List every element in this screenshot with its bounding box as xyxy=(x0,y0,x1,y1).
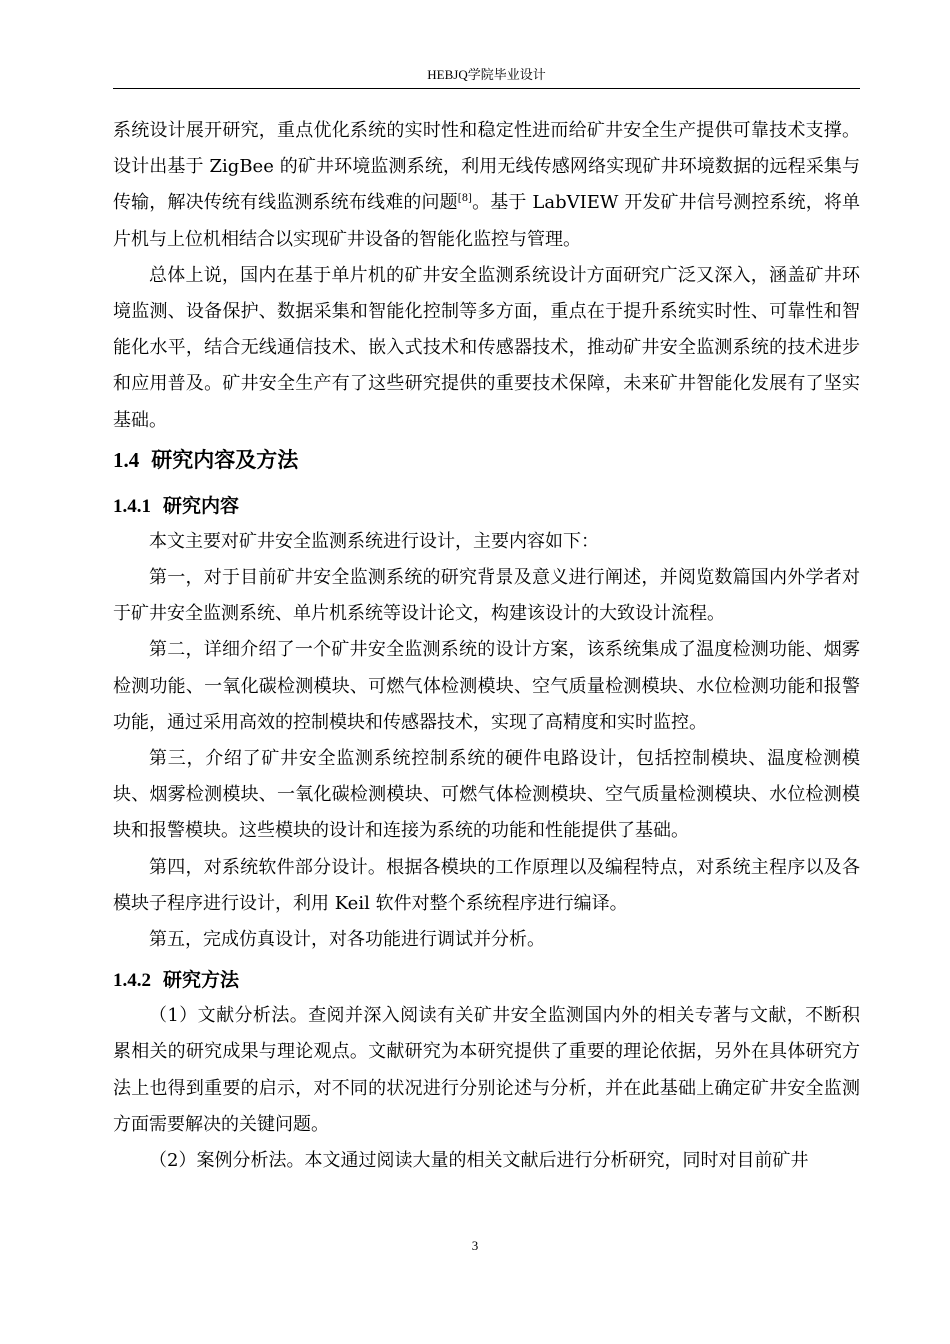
paragraph-text-tail: 。基于 LabVIEW 开发矿井信号测控系统，将单片机与上位机相结合以实现矿井设备的智能化监控与管理。 xyxy=(113,192,861,250)
paragraph-item-4: 第四，对系统软件部分设计。根据各模块的工作原理以及编程特点，对系统主程序以及各模块子程序进行设计，利用 Keil 软件对整个系统程序进行编译。 xyxy=(113,856,860,914)
page-header xyxy=(113,60,860,89)
section-heading-1-4-2 xyxy=(113,962,860,998)
citation-marker: [8] xyxy=(457,193,472,205)
paragraph-continued xyxy=(113,113,860,258)
section-heading-1-4 xyxy=(113,441,860,479)
paragraph-item-2: 第二，详细介绍了一个矿井安全监测系统的设计方案，该系统集成了温度检测功能、烟雾检测功能、一氧化碳检测模块、可燃气体检测模块、空气质量检测模块、水位检测功能和报警功能，通过采用高效的控制模块和传感器技术，实现了高精度和实时监控。 xyxy=(113,639,860,733)
section-number: 1.4 xyxy=(113,447,140,472)
section-number: 1.4.2 xyxy=(113,970,151,992)
paragraph-item-1: 第一，对于目前矿井安全监测系统的研究背景及意义进行阐述，并阅览数篇国内外学者对于矿井安全监测系统、单片机系统等设计论文，构建该设计的大致设计流程。 xyxy=(113,567,860,625)
section-title: 研究内容及方法 xyxy=(151,447,299,472)
paragraph-item-5: 第五，完成仿真设计，对各功能进行调试并分析。 xyxy=(149,929,545,951)
section-title: 研究方法 xyxy=(163,969,240,992)
header-title: HEBJQ学院毕业设计 xyxy=(427,67,546,82)
paragraph-item-3: 第三，介绍了矿井安全监测系统控制系统的硬件电路设计，包括控制模块、温度检测模块、烟雾检测模块、一氧化碳检测模块、可燃气体检测模块、空气质量检测模块、水位检测模块和报警模块。这些模块的设计和连接为系统的功能和性能提供了基础。 xyxy=(113,748,860,842)
section-heading-1-4-1 xyxy=(113,488,860,524)
paragraph-summary: 总体上说，国内在基于单片机的矿井安全监测系统设计方面研究广泛又深入，涵盖矿井环境监测、设备保护、数据采集和智能化控制等多方面，重点在于提升系统实时性、可靠性和智能化水平，结合无线通信技术、嵌入式技术和传感器技术，推动矿井安全监测系统的技术进步和应用普及。矿井安全生产有了这些研究提供的重要技术保障，未来矿井智能化发展有了坚实基础。 xyxy=(113,264,860,431)
page-body xyxy=(113,113,860,1179)
section-title: 研究内容 xyxy=(163,494,240,517)
page-number: 3 xyxy=(471,1238,479,1253)
paragraph-method-2: （2）案例分析法。本文通过阅读大量的相关文献后进行分析研究，同时对目前矿井 xyxy=(149,1150,809,1172)
paragraph-method-1: （1）文献分析法。查阅并深入阅读有关矿井安全监测国内外的相关专著与文献，不断积累相关的研究成果与理论观点。文献研究为本研究提供了重要的理论依据，另外在具体研究方法上也得到重要的启示，对不同的状况进行分别论述与分析，并在此基础上确定矿井安全监测方面需要解决的关键问题。 xyxy=(113,1005,860,1135)
paragraph-text: 系统设计展开研究，重点优化系统的实时性和稳定性进而给矿井安全生产提供可靠技术支撑。设计出基于 ZigBee 的矿井环境监测系统，利用无线传感网络实现矿井环境数据的远程采集与传输，解决传统有线监测系统布线难的问题 xyxy=(113,120,860,214)
header-rule xyxy=(113,88,860,89)
paragraph-intro: 本文主要对矿井安全监测系统进行设计，主要内容如下： xyxy=(149,530,599,552)
section-number: 1.4.1 xyxy=(113,495,151,517)
